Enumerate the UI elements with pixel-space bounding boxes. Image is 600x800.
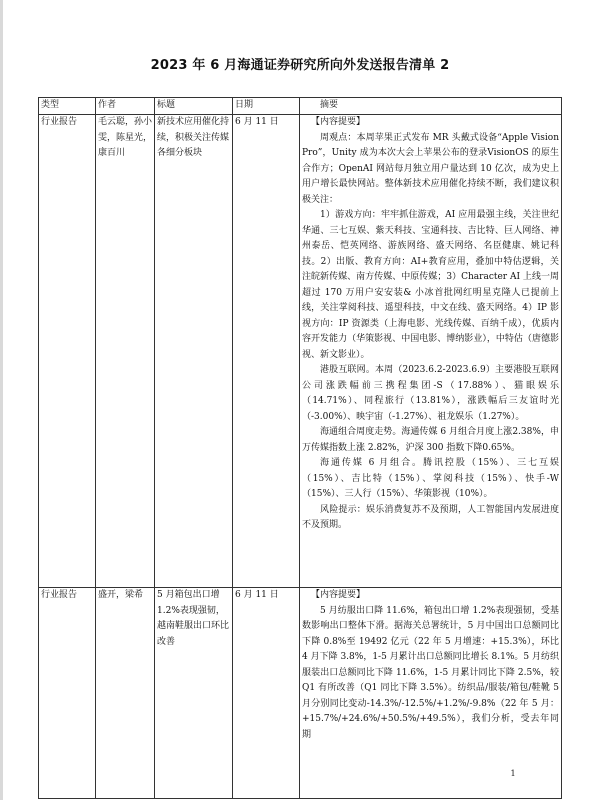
table-row: [39, 115, 562, 588]
cell-summary: [300, 115, 562, 588]
summary-paragraph: 港股互联网。本周（2023.6.2-2023.6.9）主要港股互联网公司涨跌幅前三携程集团-S（17.88%）、猫眼娱乐（14.71%）、同程旅行（13.81%），涨跌幅后三友谊时光（-3.00%）、映宇宙（-1.27%）、祖龙娱乐（1.27%）。: [302, 365, 559, 422]
page-number: 1: [510, 769, 516, 778]
cell-type: 行业报告: [39, 588, 96, 799]
summary-paragraph: 风险提示：娱乐消费复苏不及预期，人工智能国内发展进度不及预期。: [302, 504, 559, 530]
cell-title: 新技术应用催化持续，积极关注传媒各细分板块: [155, 115, 233, 588]
cell-type: 行业报告: [39, 115, 96, 588]
cell-date: 6 月 11 日: [233, 588, 300, 799]
header-title: 标题: [155, 98, 233, 115]
summary-heading: 【内容提要】: [311, 590, 366, 600]
report-table: [38, 97, 562, 799]
summary-paragraph: 海通传媒 6 月组合。腾讯控股（15%）、三七互娱（15%）、吉比特（15%）、掌阅科技（15%）、快手-W（15%）、三人行（15%）、华策影视（10%）。: [302, 458, 559, 499]
page-title: 2023 年 6 月海通证券研究所向外发送报告清单 2: [150, 58, 450, 73]
summary-paragraph: 5 月纺服出口降 11.6%，箱包出口增 1.2%表现强韧，受基数影响出口整体下滑。据海关总署统计，5 月中国出口总额同比下降 0.8%至 19492 亿元（22 年 5 月增速：+15.3%），环比 4 月下降 3.8%，1-5 月累计出口总额同比增长 8.1%。5 月纺织服装出口总额同比下降 11.6%，1-5 月累计同比下降 2.5%，较 Q1 有所改善（Q1 同比下降 3.5%）。纺织品/服装/箱包/鞋靴 5 月分别同比变动-14.3%/-12.5%/+1.2%/-9.8%（22 年 5 月：+15.7%/+24.6%/+50.5%/+49.5%），我们分析，受去年同期: [302, 605, 559, 740]
summary-paragraph: 1）游戏方向：牢牢抓住游戏，AI 应用最强主线，关注世纪华通、三七互娱、紫天科技、宝通科技、吉比特、巨人网络、神州泰岳、恺英网络、游族网络、盛天网络、名臣健康、姚记科技。2）出版、教育方向：AI+教育应用，叠加中特估逻辑，关注皖新传媒、南方传媒、中原传媒；3）Character AI 上线一周超过 170 万用户安安装& 小冰首批网红明星克隆人已提前上线，关注掌阅科技、遥望科技，中文在线、盛天网络。4）IP 影视方向：IP 资源类（上海电影、光线传媒、百纳千成），优质内容开发能力（华策影视、中国电影、博纳影业），中特估（唐德影视、新文影业）。: [302, 210, 559, 360]
cell-date: 6 月 11 日: [233, 115, 300, 588]
table-header-row: [39, 98, 562, 115]
header-summary: 摘要: [300, 98, 562, 115]
header-author: 作者: [96, 98, 155, 115]
summary-paragraph: 周观点：本周苹果正式发布 MR 头戴式设备“Apple Vision Pro”，Unity 成为本次大会上苹果公布的登录VisionOS 的原生合作方；OpenAI 网站每月独立用户量达到 10 亿次，成为史上用户增长最快网站。整体新技术应用催化持续不断，我们建议积极关注：: [302, 132, 559, 205]
summary-paragraph: 海通组合周度走势。海通传媒 6 月组合月度上涨2.38%，申万传媒指数上涨 2.82%，沪深 300 指数下降0.65%。: [302, 427, 559, 453]
table-row: [39, 588, 562, 799]
header-type: 类型: [39, 98, 96, 115]
header-date: 日期: [233, 98, 300, 115]
summary-heading: 【内容提要】: [311, 117, 366, 127]
cell-author: 毛云聪，孙小雯，陈星光，康百川: [96, 115, 155, 588]
page-edge: [0, 0, 3, 800]
cell-author: 盛开，梁希: [96, 588, 155, 799]
cell-title: 5 月箱包出口增 1.2%表现强韧，越南鞋服出口环比改善: [155, 588, 233, 799]
cell-summary: [300, 588, 562, 799]
